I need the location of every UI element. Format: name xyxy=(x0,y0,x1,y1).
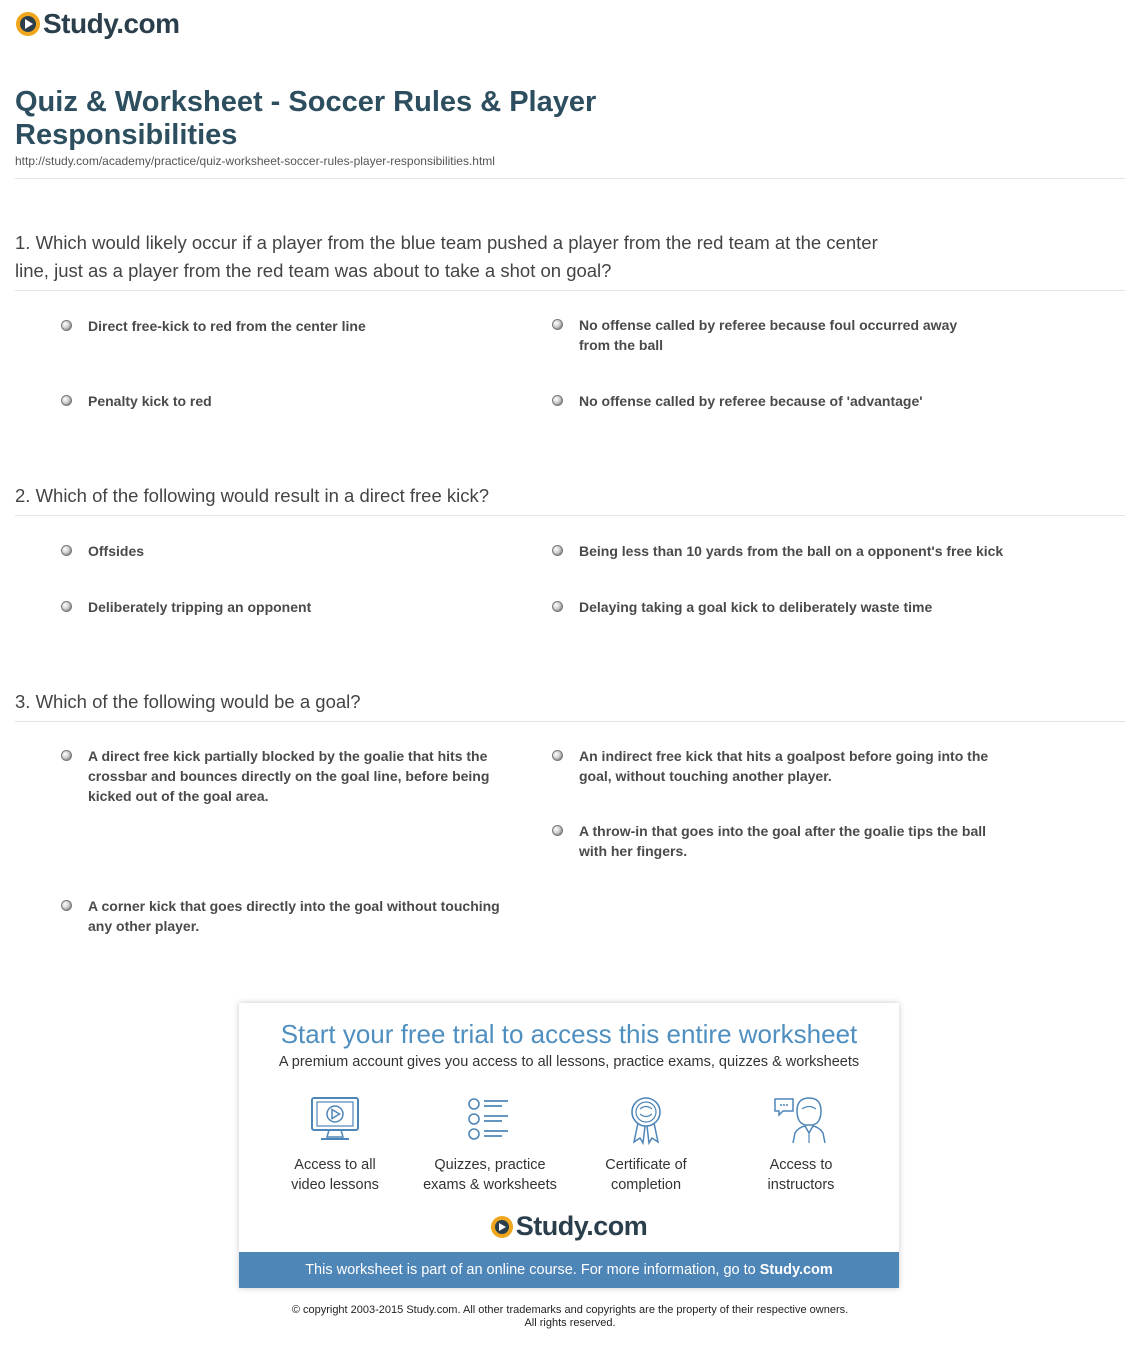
divider xyxy=(15,721,1125,722)
q3-option-a[interactable] xyxy=(61,746,501,806)
q2-option-a[interactable] xyxy=(61,541,501,561)
rights-line: All rights reserved. xyxy=(524,1317,616,1329)
quiz-list-icon xyxy=(464,1095,516,1145)
promo-subtitle: A premium account gives you access to all lessons, practice exams, quizzes & worksheets xyxy=(278,1054,860,1070)
feature-video-lessons xyxy=(260,1095,410,1195)
option-label: Direct free-kick to red from the center line xyxy=(88,318,366,334)
option-label: No offense called by referee because of 'advantage' xyxy=(579,393,923,409)
radio-button[interactable] xyxy=(61,320,72,331)
option-label: Offsides xyxy=(88,543,145,559)
feature-label: Access to all video lessons xyxy=(291,1157,379,1193)
free-trial-promo xyxy=(239,1003,899,1288)
banner-text: This worksheet is part of an online course. For more information, go to xyxy=(305,1262,756,1278)
option-label: Deliberately tripping an opponent xyxy=(88,599,312,615)
feature-label: Quizzes, practice exams & worksheets xyxy=(423,1157,557,1193)
question-1-text: 1. Which would likely occur if a player from the blue team pushed a player from the red team at the center line, just as a player from the red team was about to take a shot on goal? xyxy=(15,232,878,281)
page-title: Quiz & Worksheet - Soccer Rules & Player Responsibilities xyxy=(15,86,597,151)
q3-option-b[interactable] xyxy=(552,746,992,786)
video-lesson-icon xyxy=(309,1095,361,1145)
radio-button[interactable] xyxy=(61,545,72,556)
question-2-text: 2. Which of the following would result in a direct free kick? xyxy=(15,485,490,506)
certificate-icon xyxy=(620,1095,672,1145)
logo-text: Study.com xyxy=(515,1211,648,1241)
radio-button[interactable] xyxy=(61,601,72,612)
q1-option-b[interactable] xyxy=(552,315,992,355)
q3-option-d[interactable] xyxy=(61,896,501,936)
option-label: A direct free kick partially blocked by the goalie that hits the crossbar and bounces directly on the goal line, before being kicked out of the goal area. xyxy=(88,748,490,804)
divider xyxy=(15,178,1125,179)
studycom-logo[interactable] xyxy=(16,8,180,40)
feature-quizzes xyxy=(415,1095,565,1195)
q3-option-c[interactable] xyxy=(552,821,992,861)
feature-label: Access to instructors xyxy=(767,1157,835,1193)
radio-button[interactable] xyxy=(61,395,72,406)
course-info-banner xyxy=(239,1252,899,1288)
option-label: No offense called by referee because foul occurred away from the ball xyxy=(579,317,958,353)
banner-link[interactable]: Study.com xyxy=(759,1262,833,1278)
option-label: Being less than 10 yards from the ball on a opponent's free kick xyxy=(579,543,1004,559)
radio-button[interactable] xyxy=(552,319,563,330)
q1-option-a[interactable] xyxy=(61,316,501,336)
radio-button[interactable] xyxy=(552,825,563,836)
instructor-icon xyxy=(771,1095,831,1145)
option-label: An indirect free kick that hits a goalpost before going into the goal, without touching another player. xyxy=(579,748,989,784)
feature-label: Certificate of completion xyxy=(605,1157,687,1193)
option-label: Delaying taking a goal kick to deliberately waste time xyxy=(579,599,933,615)
option-label: A corner kick that goes directly into the goal without touching any other player. xyxy=(88,898,500,934)
option-label: Penalty kick to red xyxy=(88,393,212,409)
play-logo-icon xyxy=(491,1216,513,1238)
q2-option-c[interactable] xyxy=(61,597,501,617)
promo-studycom-logo[interactable] xyxy=(239,1211,899,1242)
feature-instructors xyxy=(726,1095,876,1195)
q1-option-d[interactable] xyxy=(552,391,992,411)
divider xyxy=(15,515,1125,516)
copyright-footer xyxy=(0,1304,1140,1330)
radio-button[interactable] xyxy=(552,601,563,612)
radio-button[interactable] xyxy=(61,750,72,761)
radio-button[interactable] xyxy=(61,900,72,911)
q2-option-b[interactable] xyxy=(552,541,1032,561)
radio-button[interactable] xyxy=(552,545,563,556)
divider xyxy=(15,290,1125,291)
radio-button[interactable] xyxy=(552,395,563,406)
feature-certificate xyxy=(571,1095,721,1195)
promo-headline[interactable]: Start your free trial to access this entire worksheet xyxy=(280,1019,858,1049)
radio-button[interactable] xyxy=(552,750,563,761)
copyright-line: © copyright 2003-2015 Study.com. All other trademarks and copyrights are the property of their respective owners. xyxy=(291,1304,849,1316)
page-url: http://study.com/academy/practice/quiz-worksheet-soccer-rules-player-responsibilities.html xyxy=(15,154,495,168)
logo-text: Study.com xyxy=(43,8,180,39)
question-3-text: 3. Which of the following would be a goal? xyxy=(15,691,361,712)
q1-option-c[interactable] xyxy=(61,391,501,411)
option-label: A throw-in that goes into the goal after the goalie tips the ball with her fingers. xyxy=(579,823,987,859)
play-logo-icon xyxy=(16,12,40,36)
q2-option-d[interactable] xyxy=(552,597,992,617)
